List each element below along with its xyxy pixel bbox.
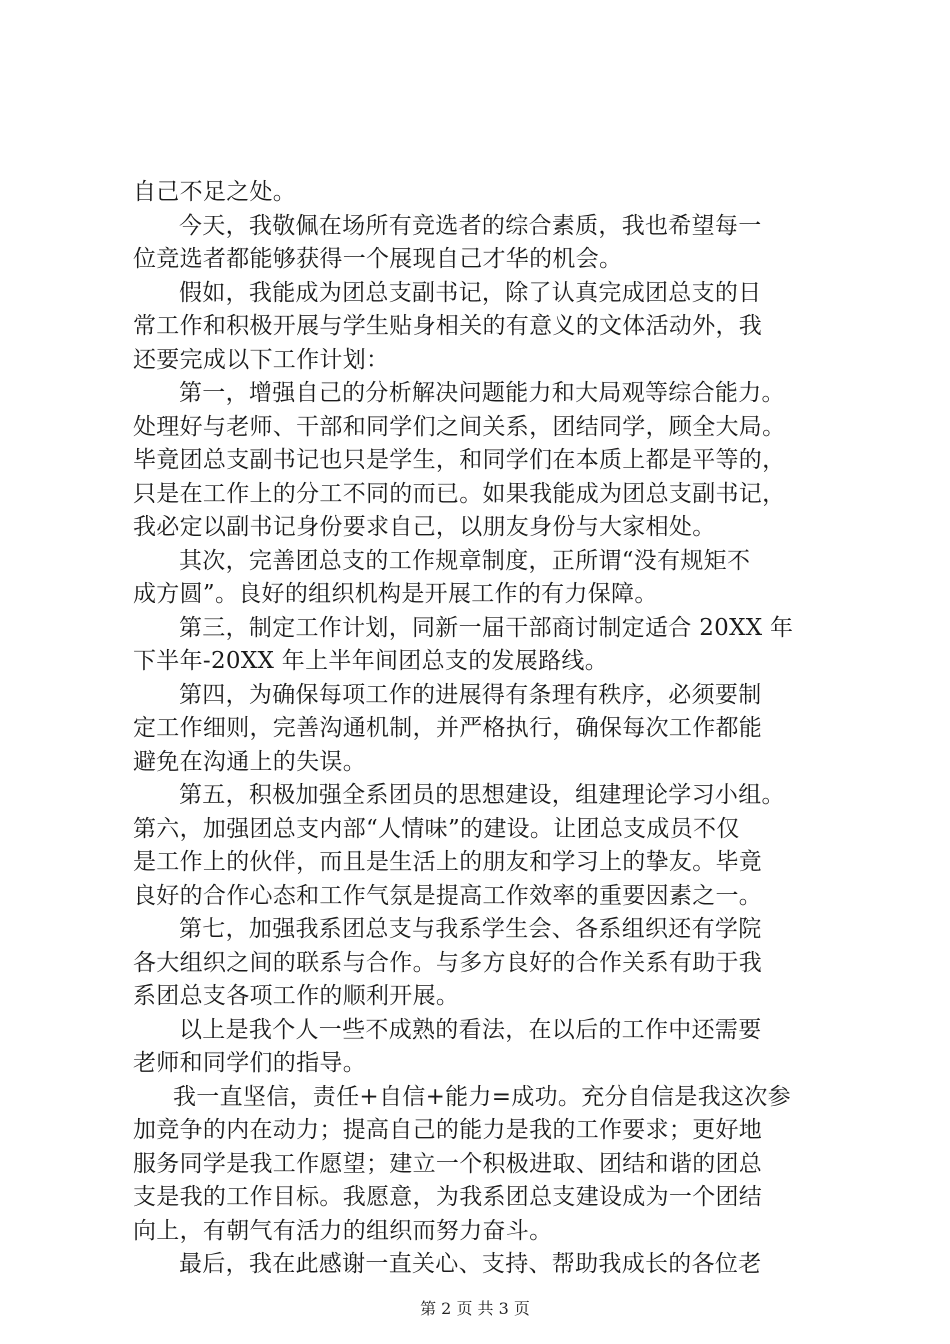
text-line: 第五，积极加强全系团员的思想建设，组建理论学习小组。 bbox=[179, 782, 785, 808]
text-line: 系团总支各项工作的顺利开展。 bbox=[133, 983, 460, 1009]
text-line: 假如，我能成为团总支副书记，除了认真完成团总支的日 bbox=[179, 279, 762, 306]
text-line: 我必定以副书记身份要求自己，以朋友身份与大家相处。 bbox=[133, 514, 716, 540]
text-line: 定工作细则，完善沟通机制，并严格执行，确保每次工作都能 bbox=[133, 715, 763, 741]
text-line: 各大组织之间的联系与合作。与多方良好的合作关系有助于我 bbox=[133, 949, 763, 976]
text-line: 是工作上的伙伴，而且是生活上的朋友和学习上的挚友。毕竟 bbox=[133, 849, 763, 875]
text-line: 处理好与老师、干部和同学们之间关系，团结同学，顾全大局。 bbox=[133, 413, 786, 440]
text-line: 避免在沟通上的失误。 bbox=[133, 748, 366, 775]
text-line: 成方圆”。良好的组织机构是开展工作的有力保障。 bbox=[133, 581, 658, 607]
text-line: 其次，完善团总支的工作规章制度，正所谓“没有规矩不 bbox=[179, 547, 751, 574]
text-line: 良好的合作心态和工作气氛是提高工作效率的重要因素之一。 bbox=[133, 882, 763, 909]
text-line: 常工作和积极开展与学生贴身相关的有意义的文体活动外，我 bbox=[133, 313, 763, 339]
text-line: 自己不足之处。 bbox=[133, 179, 297, 205]
text-line: 第七，加强我系团总支与我系学生会、各系组织还有学院 bbox=[179, 916, 762, 942]
text-line: 向上，有朝气有活力的组织而努力奋斗。 bbox=[133, 1217, 553, 1244]
text-line: 以上是我个人一些不成熟的看法，在以后的工作中还需要 bbox=[179, 1016, 762, 1043]
text-line: 服务同学是我工作愿望；建立一个积极进取、团结和谐的团总 bbox=[133, 1150, 763, 1177]
text-line: 毕竟团总支副书记也只是学生，和同学们在本质上都是平等的， bbox=[133, 447, 786, 473]
text-line: 第四，为确保每项工作的进展得有条理有秩序，必须要制 bbox=[179, 681, 762, 708]
page-number-footer: 第 2 页 共 3 页 bbox=[420, 1299, 530, 1318]
text-line: 老师和同学们的指导。 bbox=[133, 1050, 366, 1076]
text-line: 下半年-20XX 年上半年间团总支的发展路线。 bbox=[133, 648, 608, 674]
text-line: 第三，制定工作计划，同新一届干部商讨制定适合 20XX 年 bbox=[179, 614, 794, 641]
text-line: 还要完成以下工作计划： bbox=[133, 346, 390, 373]
text-line: 加竞争的内在动力；提高自己的能力是我的工作要求；更好地 bbox=[133, 1117, 763, 1143]
text-line: 只是在工作上的分工不同的而已。如果我能成为团总支副书记， bbox=[133, 480, 786, 507]
text-line: 最后，我在此感谢一直关心、支持、帮助我成长的各位老 bbox=[179, 1251, 762, 1277]
text-line: 位竞选者都能够获得一个展现自己才华的机会。 bbox=[133, 246, 623, 272]
text-line: 支是我的工作目标。我愿意，为我系团总支建设成为一个团结 bbox=[133, 1184, 763, 1210]
text-line: 第一，增强自己的分析解决问题能力和大局观等综合能力。 bbox=[179, 380, 785, 406]
text-line: 今天，我敬佩在场所有竞选者的综合素质，我也希望每一 bbox=[179, 212, 762, 239]
body-text bbox=[133, 176, 833, 1282]
text-line: 我一直坚信，责任+自信+能力=成功。充分自信是我这次参 bbox=[173, 1083, 791, 1110]
text-line: 第六，加强团总支内部“人情味”的建设。让团总支成员不仅 bbox=[133, 815, 740, 842]
